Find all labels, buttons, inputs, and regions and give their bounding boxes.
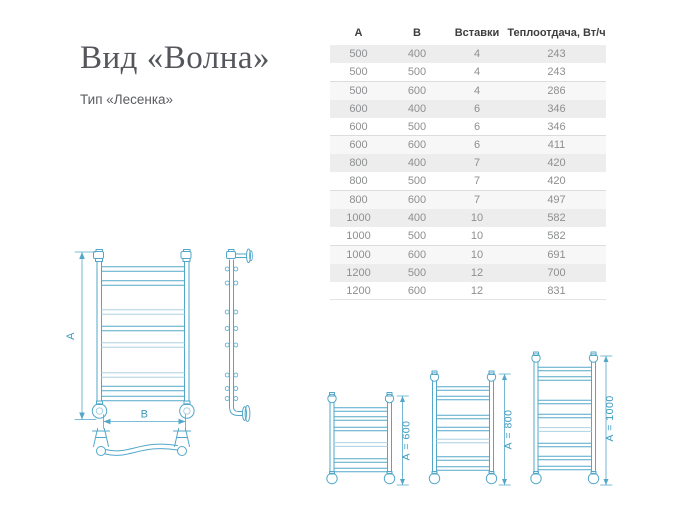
col-header-b: В: [413, 26, 421, 39]
table-cell: 12: [447, 264, 507, 282]
table-cell: 600: [387, 136, 447, 154]
table-cell: 1000: [330, 209, 387, 227]
table-cell: 500: [407, 175, 427, 188]
table-cell: 1000: [346, 229, 371, 242]
table-cell: 691: [507, 245, 606, 263]
top-cap-right-icon: [181, 250, 191, 262]
table-cell: 7: [447, 191, 507, 209]
variant-800-dimension: [499, 374, 515, 485]
table-cell: 10: [447, 209, 507, 227]
wave-bracket-left-icon: [93, 429, 110, 456]
table-cell: 1200: [330, 264, 387, 282]
table-cell: 600: [330, 100, 387, 118]
table-cell: 411: [507, 136, 606, 154]
table-cell: 500: [330, 81, 387, 99]
table-cell: 420: [547, 175, 566, 188]
top-cap-left-icon: [94, 250, 104, 262]
table-cell: 800: [330, 191, 387, 209]
table-cell: 500: [387, 264, 447, 282]
table-cell: 700: [507, 264, 606, 282]
wave-tube: [106, 444, 178, 455]
table-cell: 400: [387, 154, 447, 172]
table-cell: 400: [387, 100, 447, 118]
table-cell: 7: [473, 175, 481, 188]
side-bottom-elbow-icon: [230, 406, 250, 422]
variant-600-drawing: [327, 393, 413, 486]
table-cell: 600: [387, 245, 447, 263]
table-cell: 12: [447, 282, 507, 300]
variant-1000-dimension: [601, 356, 617, 485]
col-header-a: А: [354, 26, 363, 39]
side-view-drawing: [225, 249, 252, 422]
front-view-rungs: [102, 267, 185, 401]
bottom-fitting-right-icon: [180, 401, 194, 418]
wave-bracket-right-icon: [174, 429, 191, 456]
table-cell: 420: [507, 154, 606, 172]
variant-600-label: А = 600: [400, 420, 413, 461]
table-cell: 10: [447, 245, 507, 263]
variant-600-dimension: [397, 396, 413, 485]
table-cell: 243: [507, 45, 606, 63]
table-cell: 286: [507, 81, 606, 99]
width-dimension-label: В: [140, 408, 149, 421]
table-cell: 582: [547, 229, 566, 242]
variant-800-drawing: [429, 371, 514, 485]
col-header-inserts: Вставки: [454, 26, 500, 39]
table-cell: 582: [507, 209, 606, 227]
table-cell: 346: [547, 120, 566, 133]
col-header-heat-output: Теплоотдача, Вт/ч: [507, 26, 606, 39]
table-cell: 6: [447, 100, 507, 118]
front-view-drawing: [65, 250, 194, 429]
table-cell: 600: [330, 136, 387, 154]
variant-1000-rungs: [538, 367, 592, 470]
table-cell: 6: [447, 136, 507, 154]
table-cell: 500: [349, 65, 368, 78]
variant-1000-label: А = 1000: [604, 395, 616, 442]
table-cell: 800: [330, 154, 387, 172]
table-cell: 500: [407, 65, 427, 78]
bottom-fitting-left-icon: [92, 401, 106, 418]
side-top-bracket-icon: [227, 249, 253, 263]
height-dimension: [65, 252, 96, 420]
page-title: Вид «Волна»: [80, 40, 271, 76]
table-cell: 4: [447, 45, 507, 63]
wave-top-view-drawing: [93, 429, 191, 456]
table-cell: 1200: [330, 282, 387, 300]
table-cell: 6: [473, 120, 481, 133]
table-cell: 346: [507, 100, 606, 118]
width-dimension: [104, 409, 186, 429]
page-subtitle: Тип «Лесенка»: [80, 92, 174, 107]
table-cell: 243: [547, 65, 566, 78]
table-cell: 600: [349, 120, 368, 133]
variant-800-rungs: [437, 387, 490, 471]
table-cell: 400: [387, 209, 447, 227]
variant-800-label: А = 800: [502, 409, 515, 450]
height-dimension-label: А: [65, 332, 77, 340]
table-cell: 497: [507, 191, 606, 209]
table-cell: 4: [473, 65, 481, 78]
table-cell: 831: [507, 282, 606, 300]
table-cell: 800: [349, 175, 368, 188]
table-cell: 500: [407, 120, 427, 133]
table-cell: 500: [330, 45, 387, 63]
table-cell: 600: [387, 81, 447, 99]
table-cell: 600: [387, 191, 447, 209]
table-cell: 400: [387, 45, 447, 63]
table-cell: 600: [387, 282, 447, 300]
table-cell: 10: [470, 229, 484, 242]
side-rung-stubs: [225, 267, 238, 401]
variant-600-rungs: [334, 408, 388, 472]
variant-1000-drawing: [531, 352, 616, 485]
table-cell: 4: [447, 81, 507, 99]
table-cell: 500: [407, 229, 427, 242]
table-cell: 7: [447, 154, 507, 172]
table-cell: 1000: [330, 245, 387, 263]
